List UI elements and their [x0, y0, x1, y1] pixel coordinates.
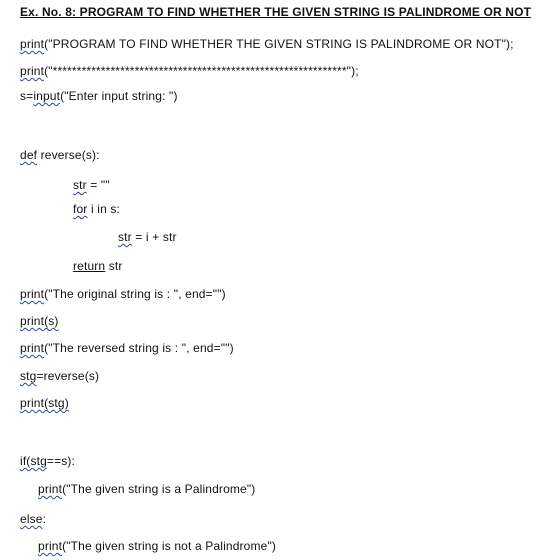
- keyword-for: for: [73, 202, 88, 216]
- code-line-print-heading: [20, 37, 514, 51]
- code-text: ("*************************************************************");: [44, 64, 359, 78]
- keyword-input: input: [33, 89, 61, 103]
- code-line-print-reversed: [20, 341, 234, 355]
- code-line-str-init: [73, 178, 110, 192]
- code-line-else: [20, 512, 46, 526]
- keyword-print: print: [38, 539, 63, 553]
- keyword-def: def: [20, 148, 38, 162]
- code-text: reverse(s):: [37, 148, 100, 162]
- keyword-print: print: [20, 37, 45, 51]
- keyword-print: print: [20, 341, 45, 355]
- code-text: = i + str: [131, 230, 177, 244]
- code-line-def: [20, 148, 100, 162]
- keyword-else: else: [20, 512, 43, 526]
- code-text: ==s):: [46, 454, 76, 468]
- keyword-print: print: [38, 482, 63, 496]
- code-line-stg-assign: [20, 369, 99, 383]
- code-line-print-palindrome: [38, 482, 255, 496]
- code-text: :: [42, 512, 47, 526]
- code-text: = "": [86, 178, 110, 192]
- keyword-str: str: [118, 230, 132, 244]
- code-text: ("The given string is a Palindrome"): [62, 482, 256, 496]
- code-text: ("Enter input string: "): [60, 89, 178, 103]
- code-text: i in s:: [87, 202, 121, 216]
- code-line-print-original: [20, 287, 226, 301]
- keyword-if-stg: if(stg: [20, 454, 47, 468]
- code-text: ("The reversed string is : ", end=""): [44, 341, 234, 355]
- keyword-print-s: print(s): [20, 314, 59, 328]
- code-text: ("PROGRAM TO FIND WHETHER THE GIVEN STRING IS PALINDROME OR NOT");: [44, 37, 514, 51]
- keyword-print: print: [20, 64, 45, 78]
- code-text: ("The original string is : ", end=""): [44, 287, 226, 301]
- code-line-str-concat: [118, 230, 177, 244]
- keyword-str: str: [73, 178, 87, 192]
- keyword-print: print: [20, 287, 45, 301]
- code-line-print-stars: [20, 64, 359, 78]
- code-text: ("The given string is not a Palindrome"): [62, 539, 277, 553]
- keyword-print-stg: print(stg): [20, 396, 69, 410]
- keyword-stg: stg: [20, 369, 37, 383]
- exercise-title: Ex. No. 8: PROGRAM TO FIND WHETHER THE GIVEN STRING IS PALINDROME OR NOT: [20, 5, 532, 19]
- code-line-print-not-palindrome: [38, 539, 276, 553]
- code-line-input: [20, 89, 178, 103]
- code-text: s=: [20, 89, 34, 103]
- code-line-print-stg: [20, 396, 69, 410]
- code-line-for: [73, 202, 120, 216]
- code-line-return: [73, 259, 123, 273]
- code-line-if: [20, 454, 75, 468]
- code-line-print-s: [20, 314, 59, 328]
- code-text: str: [105, 259, 123, 273]
- keyword-return: return: [73, 259, 106, 273]
- code-text: =reverse(s): [36, 369, 100, 383]
